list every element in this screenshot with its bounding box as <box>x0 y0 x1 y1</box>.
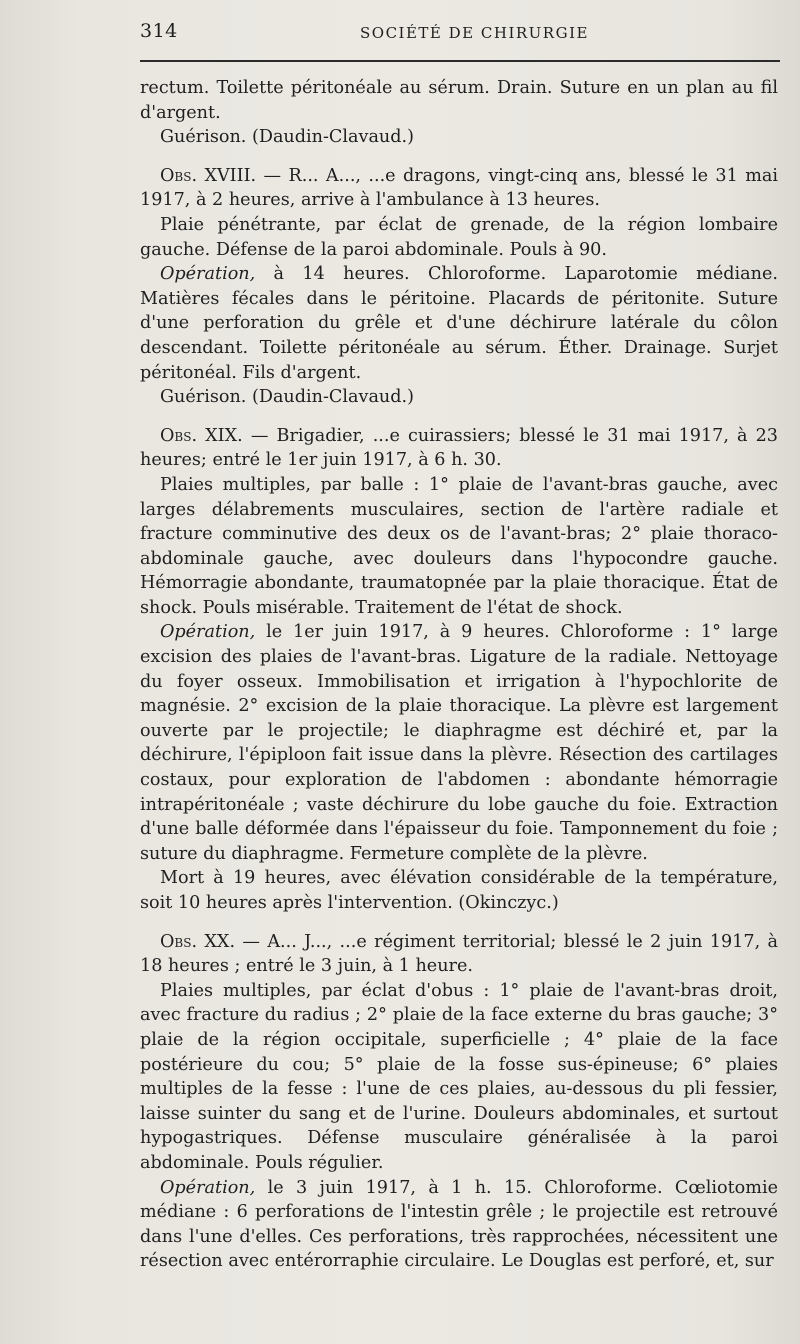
paragraph <box>140 1176 778 1274</box>
paragraph <box>140 385 778 410</box>
paragraph-text: Guérison. (Daudin-Clavaud.) <box>160 127 414 148</box>
operation-label: Opération, <box>160 264 256 285</box>
paragraph-text: — Brigadier, ...e cuirassiers; blessé le 31 mai 1917, à 23 heures; entré le 1er juin 1917, à 6 h. 30. <box>140 425 778 471</box>
paragraph-text: — A... J..., ...e régiment territorial; blessé le 2 juin 1917, à 18 heures ; entré le 3 juin, à 1 heure. <box>140 931 778 977</box>
paragraph <box>140 76 778 125</box>
paragraph <box>140 930 778 979</box>
paragraph <box>140 620 778 866</box>
paragraph-text: Mort à 19 heures, avec élévation considérable de la température, soit 10 heures après l'intervention. (Okinczyc.) <box>140 868 778 913</box>
running-title: SOCIÉTÉ DE CHIRURGIE <box>360 24 589 42</box>
observation-label: Obs. XX. <box>160 931 236 952</box>
page-number: 314 <box>140 20 178 42</box>
operation-label: Opération, <box>160 1177 256 1198</box>
paragraph-text: Plaies multiples, par balle : 1° plaie de l'avant-bras gauche, avec larges délabrements musculaires, section de l'artère radiale et fracture comminutive des deux os de l'avant-bras; 2° plaie thoraco-abdominale gauche, avec douleurs dans l'hypocondre gauche. Hémorragie abondante, traumatopnée par la plaie thoracique. État de shock. Pouls misérable. Traitement de l'état de shock. <box>140 474 778 618</box>
paragraph-text: à 14 heures. Chloroforme. Laparotomie médiane. Matières fécales dans le péritoine. Placards de péritonite. Suture d'une perforation du grêle et d'une déchirure latérale du côlon descendant. Toilette péritonéale au sérum. Éther. Drainage. Surjet péritonéal. Fils d'argent. <box>140 264 778 383</box>
paragraph <box>140 125 778 150</box>
paragraph-text: Plaies multiples, par éclat d'obus : 1° plaie de l'avant-bras droit, avec fracture du radius ; 2° plaie de la face externe du bras gauche; 3° plaie de la région occipitale, superficielle ; 4° plaie de la face postérieure du cou; 5° plaie de la fosse sus-épineuse; 6° plaies multiples de la fesse : l'une de ces plaies, au-dessous du pli fessier, laisse suinter du sang et de l'urine. Douleurs abdominales, et surtout hypogastriques. Défense musculaire généralisée à la paroi abdominale. Pouls régulier. <box>140 980 778 1173</box>
paragraph <box>140 213 778 262</box>
paragraph-text: le 3 juin 1917, à 1 h. 15. Chloroforme. Cœliotomie médiane : 6 perforations de l'intestin grêle ; le projectile est retrouvé dans l'une d'elles. Ces perforations, très rapprochées, nécessitent une résection avec entérorraphie circulaire. Le Douglas est perforé, et, sur <box>140 1177 778 1272</box>
paragraph-text: rectum. Toilette péritonéale au sérum. Drain. Suture en un plan au fil d'argent. <box>140 78 778 123</box>
observation-label: Obs. XIX. <box>160 425 243 446</box>
header-rule <box>140 60 780 62</box>
observation-label: Obs. XVIII. <box>160 165 257 186</box>
paragraph <box>140 979 778 1176</box>
operation-label: Opération, <box>160 622 256 643</box>
paragraph-text: Guérison. (Daudin-Clavaud.) <box>160 387 414 408</box>
paragraph-text: le 1er juin 1917, à 9 heures. Chloroforme : 1° large excision des plaies de l'avant-bras. Ligature de la radiale. Nettoyage du foyer osseux. Immobilisation et irrigation à l'hypochlorite de magnésie. 2° excision de la plaie thoracique. La plèvre est largement ouverte par le projectile; le diaphragme est déchiré et, par la déchirure, l'épiploon fait issue dans la plèvre. Résection des cartilages costaux, pour exploration de l'abdomen : abondante hémorragie intrapéritonéale ; vaste déchirure du lobe gauche du foie. Extraction d'une balle déformée dans l'épaisseur du foie. Tamponnement du foie ; suture du diaphragme. Fermeture complète de la plèvre. <box>140 622 778 864</box>
paragraph-text: — R... A..., ...e dragons, vingt-cinq ans, blessé le 31 mai 1917, à 2 heures, arrive à l'ambulance à 13 heures. <box>140 165 778 211</box>
paragraph <box>140 866 778 915</box>
paragraph <box>140 262 778 385</box>
body-text <box>140 76 778 1274</box>
paragraph <box>140 424 778 473</box>
page-header <box>140 20 780 50</box>
paragraph-text: Plaie pénétrante, par éclat de grenade, de la région lombaire gauche. Défense de la paroi abdominale. Pouls à 90. <box>140 214 778 260</box>
paragraph <box>140 473 778 621</box>
paragraph <box>140 164 778 213</box>
